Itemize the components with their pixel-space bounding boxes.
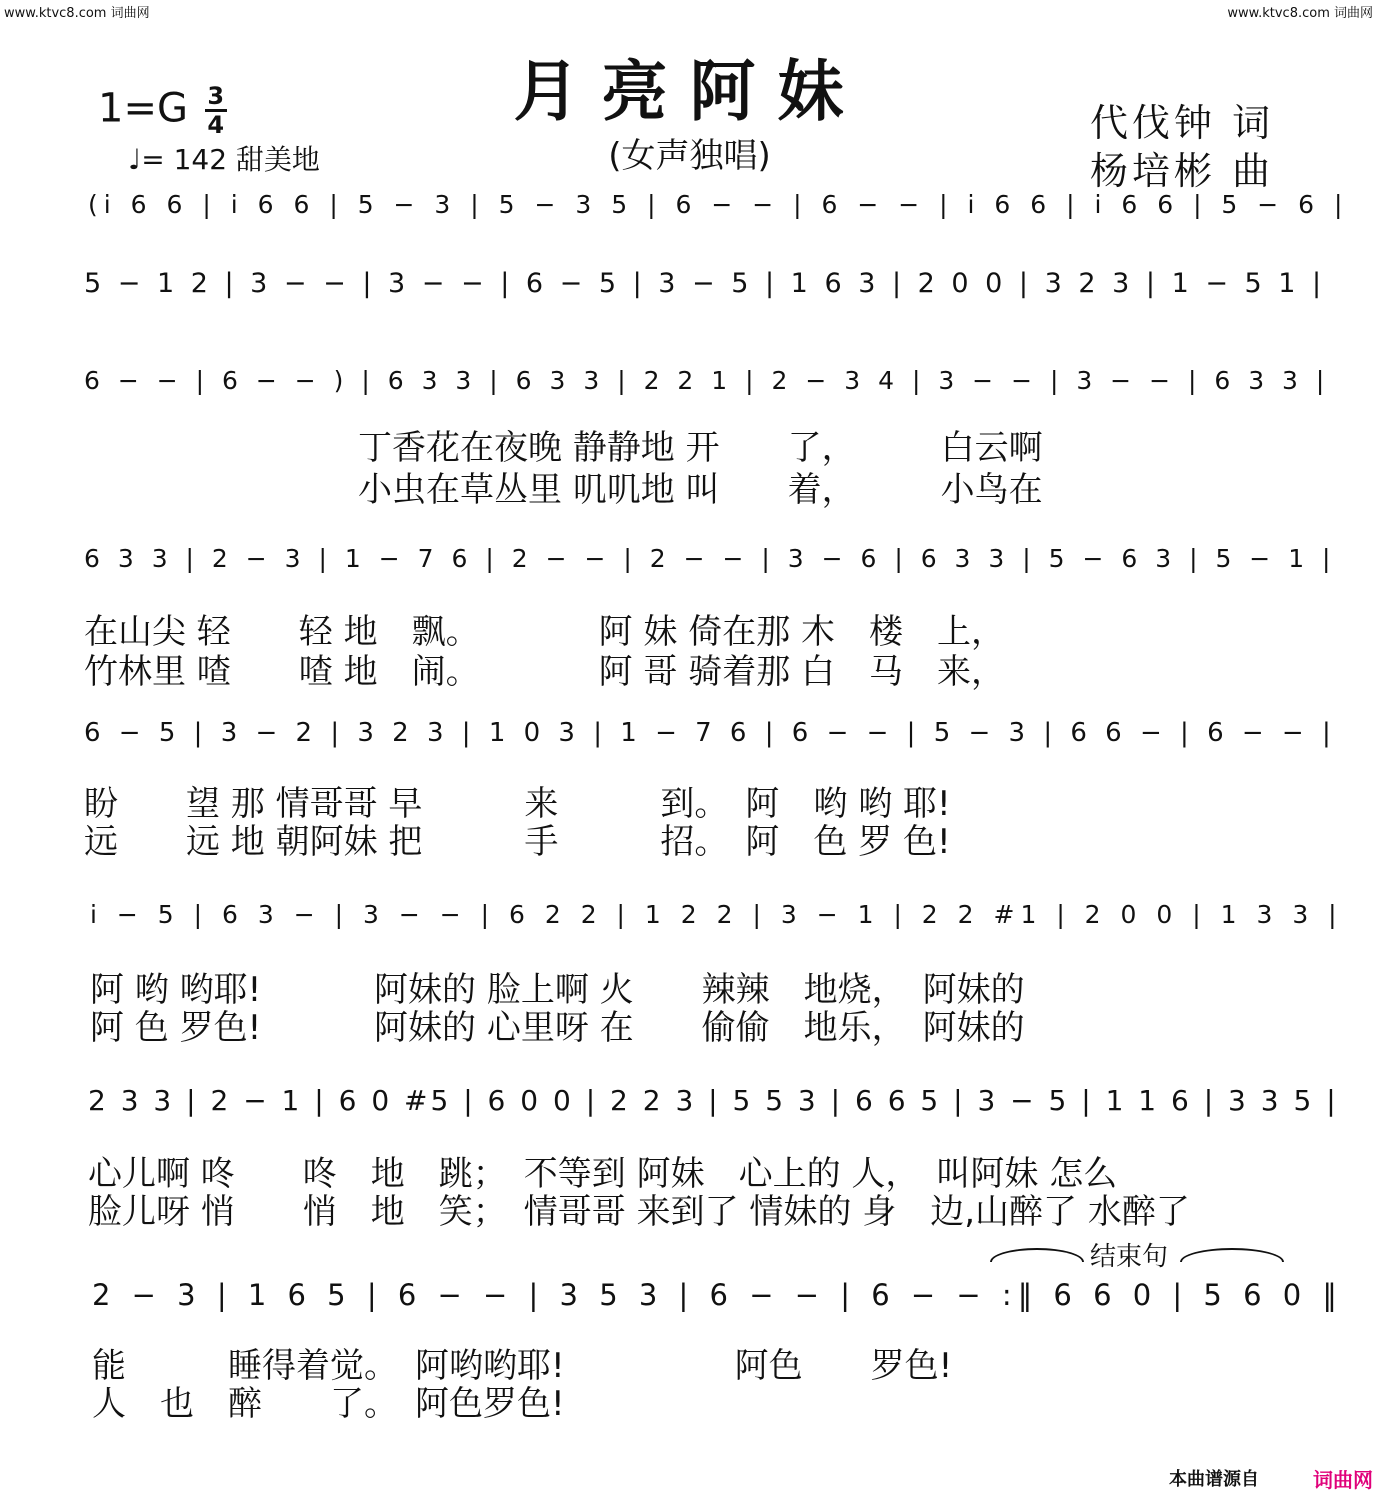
notation-line: 2 3 3 | 2 − 1 | 6 0 #5 | 6 0 0 | 2 2 3 | 5 5 3 | 6 6 5 | 3 − 5 | 1 1 6 | 3 3 5 |: [88, 1084, 1339, 1117]
lyrics-verse-2: 阿 色 罗色! 阿妹的 心里呀 在 偷偷 地乐， 阿妹的: [90, 1008, 1025, 1048]
lyrics-verse-1: 丁香花在夜晚 静静地 开 了， 白云啊: [358, 428, 1043, 468]
ending-label: 结束句: [1090, 1242, 1169, 1272]
notation-line: 6 3 3 | 2 − 3 | 1 − 7 6 | 2 − − | 2 − − | 3 − 6 | 6 3 3 | 5 − 6 3 | 5 − 1 |: [84, 544, 1336, 573]
lyrics-verse-1: 阿 哟 哟耶! 阿妹的 脸上啊 火 辣辣 地烧， 阿妹的: [90, 970, 1025, 1010]
lyrics-verse-1: 在山尖 轻 轻 地 飘。 阿 妹 倚在那 木 楼 上，: [84, 612, 1006, 652]
site-watermark-right: www.ktvc8.com 词曲网: [1227, 6, 1373, 21]
ending-bracket-left: [990, 1248, 1084, 1262]
tempo-marking: ♩= 142 甜美地: [128, 143, 320, 176]
ending-bracket-right: [1180, 1248, 1284, 1262]
notation-line: 2 − 3 | 1 6 5 | 6 − − | 3 5 3 | 6 − − | 6 − − :‖ 6 6 0 | 5 6 0 ‖: [92, 1278, 1343, 1312]
key-signature: [98, 84, 227, 137]
song-title: 月亮阿妹: [513, 52, 866, 130]
notation-line: 6 − − | 6 − − ) | 6 3 3 | 6 3 3 | 2 2 1 | 2 − 3 4 | 3 − − | 3 − − | 6 3 3 |: [84, 366, 1330, 395]
key-label: 1=G: [98, 85, 188, 132]
composer-credit: 杨培彬 曲: [1090, 149, 1275, 193]
lyrics-verse-2: 脸儿呀 悄 悄 地 笑； 情哥哥 来到了 情妹的 身 边,山醉了 水醉了: [88, 1192, 1190, 1232]
footer-brand-logo[interactable]: 词曲网: [1313, 1468, 1373, 1492]
lyrics-verse-2: 小虫在草丛里 叽叽地 叫 着， 小鸟在: [358, 470, 1043, 510]
lyrics-verse-1: 能 睡得着觉。 阿哟哟耶! 阿色 罗色!: [92, 1346, 953, 1386]
footer-source: 本曲谱源自: [1169, 1469, 1259, 1490]
lyrics-verse-1: 心儿啊 咚 咚 地 跳； 不等到 阿妹 心上的 人， 叫阿妹 怎么: [88, 1154, 1118, 1194]
time-top: 3: [207, 82, 225, 110]
lyrics-verse-2: 远 远 地 朝阿妹 把 手 招。 阿 色 罗 色!: [84, 822, 951, 862]
time-signature: [205, 84, 227, 137]
notation-line: i − 5 | 6 3 − | 3 − − | 6 2 2 | 1 2 2 | 3 − 1 | 2 2 #1 | 2 0 0 | 1 3 3 |: [90, 900, 1343, 929]
lyricist-credit: 代伐钟 词: [1090, 101, 1275, 145]
time-bottom: 4: [207, 111, 225, 139]
lyrics-verse-1: 盼 望 那 情哥哥 早 来 到。 阿 哟 哟 耶!: [84, 784, 951, 824]
notation-line: (i 6 6 | i 6 6 | 5 − 3 | 5 − 3 5 | 6 − − | 6 − − | i 6 6 | i 6 6 | 5 − 6 |: [88, 190, 1349, 219]
lyrics-verse-2: 竹林里 喳 喳 地 闹。 阿 哥 骑着那 白 马 来，: [84, 652, 1006, 692]
song-subtitle: (女声独唱): [608, 136, 771, 176]
lyrics-verse-2: 人 也 醉 了。 阿色罗色!: [92, 1384, 565, 1424]
notation-line: 5 − 1 2 | 3 − − | 3 − − | 6 − 5 | 3 − 5 | 1 6 3 | 2 0 0 | 3 2 3 | 1 − 5 1 |: [84, 268, 1326, 299]
notation-line: 6 − 5 | 3 − 2 | 3 2 3 | 1 0 3 | 1 − 7 6 | 6 − − | 5 − 3 | 6 6 − | 6 − − |: [84, 718, 1336, 748]
site-watermark-left: www.ktvc8.com 词曲网: [4, 6, 150, 21]
